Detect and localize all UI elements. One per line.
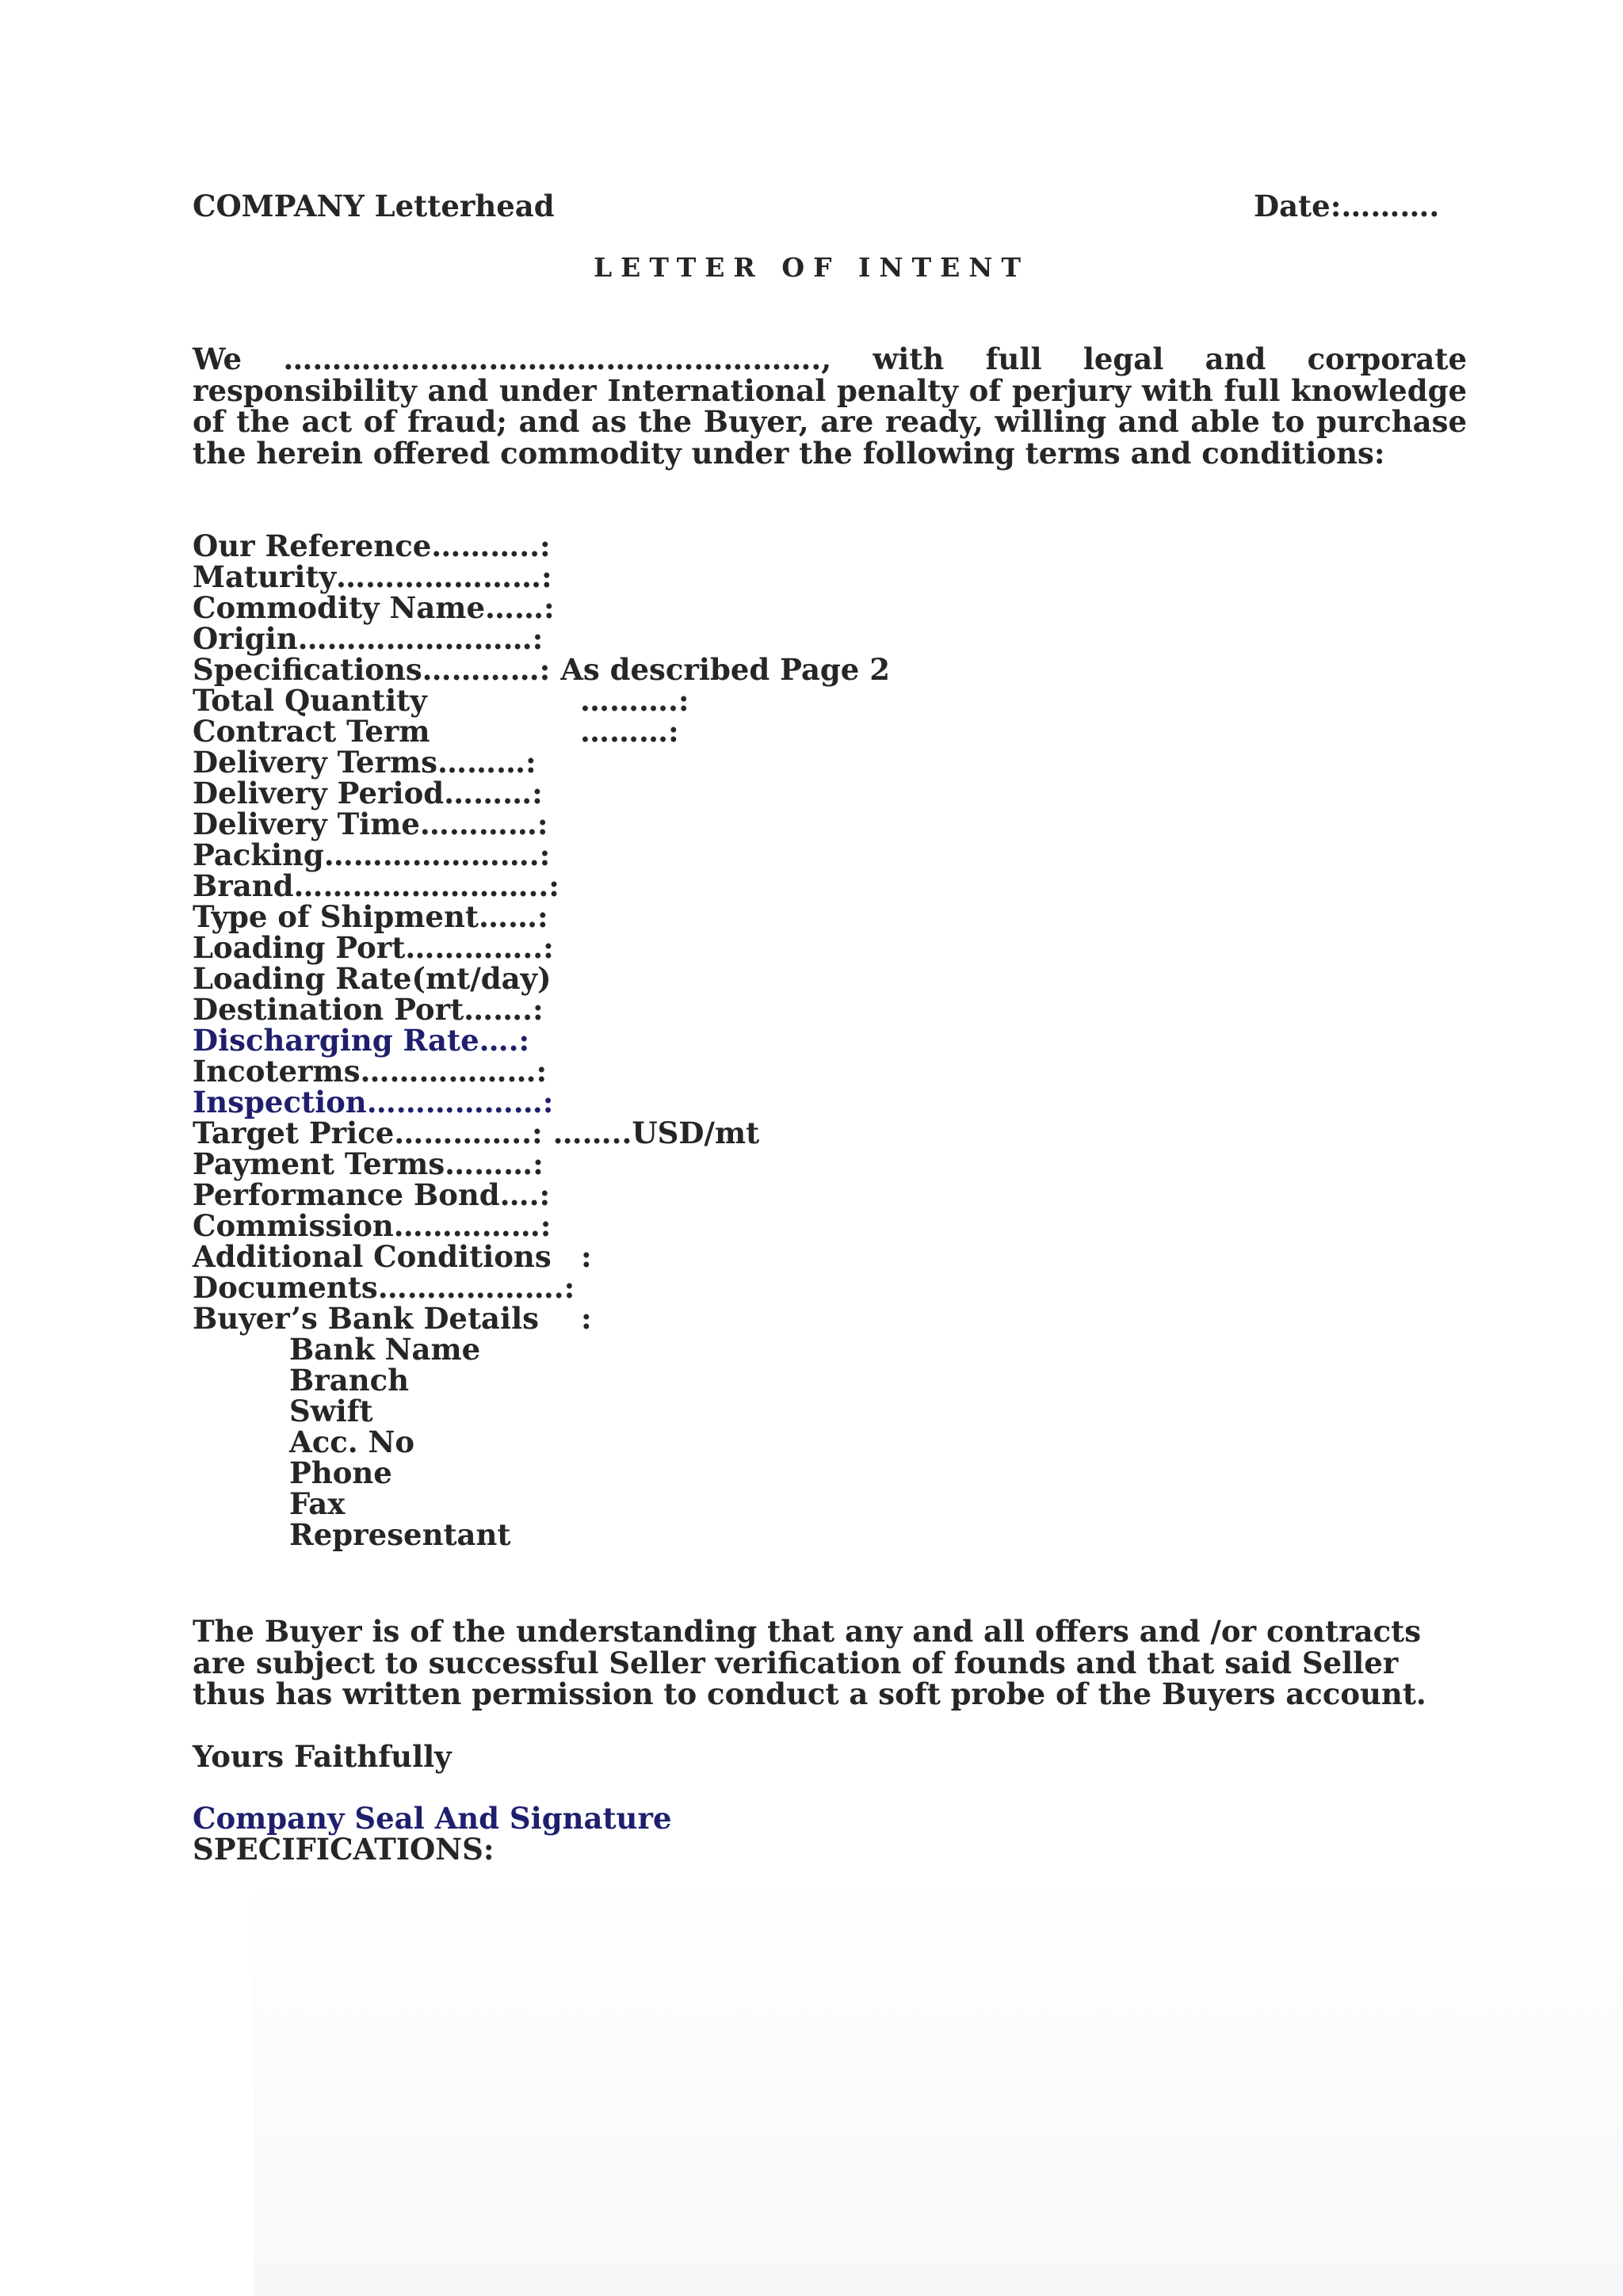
field-label: Destination Port…….: <box>193 992 544 1027</box>
field-label-text: Specifications…………: <box>193 652 551 687</box>
field-value: As described Page 2 <box>550 652 890 687</box>
field-value: ……..USD/mt <box>542 1116 760 1150</box>
field-label: Incoterms………………: <box>193 1054 548 1089</box>
field-label: Packing………………….: <box>193 837 551 872</box>
date-field: Date:………. <box>1254 189 1440 223</box>
field-delivery-terms <box>193 747 1144 778</box>
document-title: LETTER OF INTENT <box>593 252 1030 283</box>
field-payment-terms <box>193 1146 1144 1181</box>
field-label: Contract Term <box>193 714 430 749</box>
field-label: Maturity…………………: <box>193 559 552 594</box>
field-our-reference <box>193 528 1144 563</box>
field-label: Origin……………………: <box>193 621 544 656</box>
intro-paragraph: We ………………………………………………., with full legal and corporate responsibility and under International penalty of perjury with full knowledge of the act of fraud; and as the Buyer, are ready, willing and able to purchase the herein offered commodity under the following terms and conditions: <box>193 341 1467 471</box>
field-label: Performance Bond….: <box>193 1177 551 1212</box>
field-buyers-bank-details <box>193 1303 1144 1334</box>
field-total-quantity <box>193 685 1144 716</box>
field-label: Discharging Rate….: <box>193 1023 530 1058</box>
field-type-of-shipment <box>193 899 1144 934</box>
yours-faithfully: Yours Faithfully <box>193 1739 452 1774</box>
bank-detail-account-no: Acc. No <box>289 1425 415 1459</box>
field-value: ………: <box>580 714 679 749</box>
field-label: Commodity Name……: <box>193 590 555 625</box>
field-label: Delivery Terms………: <box>193 745 537 780</box>
field-label: Brand……………………..: <box>193 868 559 903</box>
field-label: Delivery Time…………: <box>193 807 548 841</box>
field-label: Loading Port…………..: <box>193 930 554 965</box>
bank-detail-fax: Fax <box>289 1486 346 1521</box>
field-commodity-name <box>193 590 1144 625</box>
field-contract-term <box>193 716 1144 747</box>
field-label: Inspection………………: <box>193 1085 554 1119</box>
field-label: Our Reference………..: <box>193 528 551 563</box>
bank-detail-swift: Swift <box>289 1394 373 1428</box>
field-maturity <box>193 559 1144 594</box>
company-letterhead: COMPANY Letterhead <box>193 189 555 223</box>
field-label: Delivery Period………: <box>193 776 543 810</box>
field-documents <box>193 1272 1144 1303</box>
field-origin <box>193 621 1144 656</box>
field-packing <box>193 837 1144 872</box>
field-label: Total Quantity <box>193 683 427 718</box>
field-loading-port <box>193 930 1144 965</box>
field-label: Loading Rate(mt/day) <box>193 961 552 996</box>
bank-detail-representant: Representant <box>289 1517 511 1552</box>
field-label: Additional Conditions <box>193 1239 552 1274</box>
field-delivery-time <box>193 809 1144 840</box>
field-label: Documents……………….: <box>193 1270 575 1305</box>
field-value: ……….: <box>580 683 689 718</box>
field-value: : <box>581 1301 592 1336</box>
field-label <box>193 1118 759 1149</box>
page-shadow <box>254 1870 1623 2296</box>
field-specifications <box>193 654 1144 685</box>
terms-list <box>193 528 1144 1552</box>
field-label <box>193 654 890 685</box>
field-label: Commission……………: <box>193 1208 552 1243</box>
bank-detail-phone: Phone <box>289 1455 392 1490</box>
field-label: Type of Shipment……: <box>193 899 548 934</box>
closing-paragraph: The Buyer is of the understanding that any and all offers and /or contracts are subject to successful Seller verification of founds and that said Seller thus has written permission to conduct a soft probe of the Buyers account. <box>193 1614 1426 1711</box>
specifications-heading: SPECIFICATIONS: <box>193 1832 495 1867</box>
field-brand <box>193 868 1144 903</box>
field-destination-port <box>193 994 1144 1025</box>
bank-detail-bank-name: Bank Name <box>289 1332 481 1367</box>
field-label: Buyer’s Bank Details <box>193 1301 539 1336</box>
field-performance-bond <box>193 1177 1144 1212</box>
field-incoterms <box>193 1056 1144 1087</box>
bank-detail-branch: Branch <box>289 1363 410 1398</box>
field-label-text: Target Price…………..: <box>193 1116 543 1150</box>
field-target-price <box>193 1118 1144 1149</box>
field-value: : <box>581 1239 592 1274</box>
field-label: Payment Terms………: <box>193 1146 544 1181</box>
field-inspection <box>193 1087 1144 1118</box>
field-loading-rate <box>193 963 1144 994</box>
field-commission <box>193 1208 1144 1243</box>
field-additional-conditions <box>193 1241 1144 1272</box>
company-seal-signature: Company Seal And Signature <box>193 1801 672 1836</box>
field-delivery-period <box>193 778 1144 809</box>
field-discharging-rate <box>193 1025 1144 1056</box>
